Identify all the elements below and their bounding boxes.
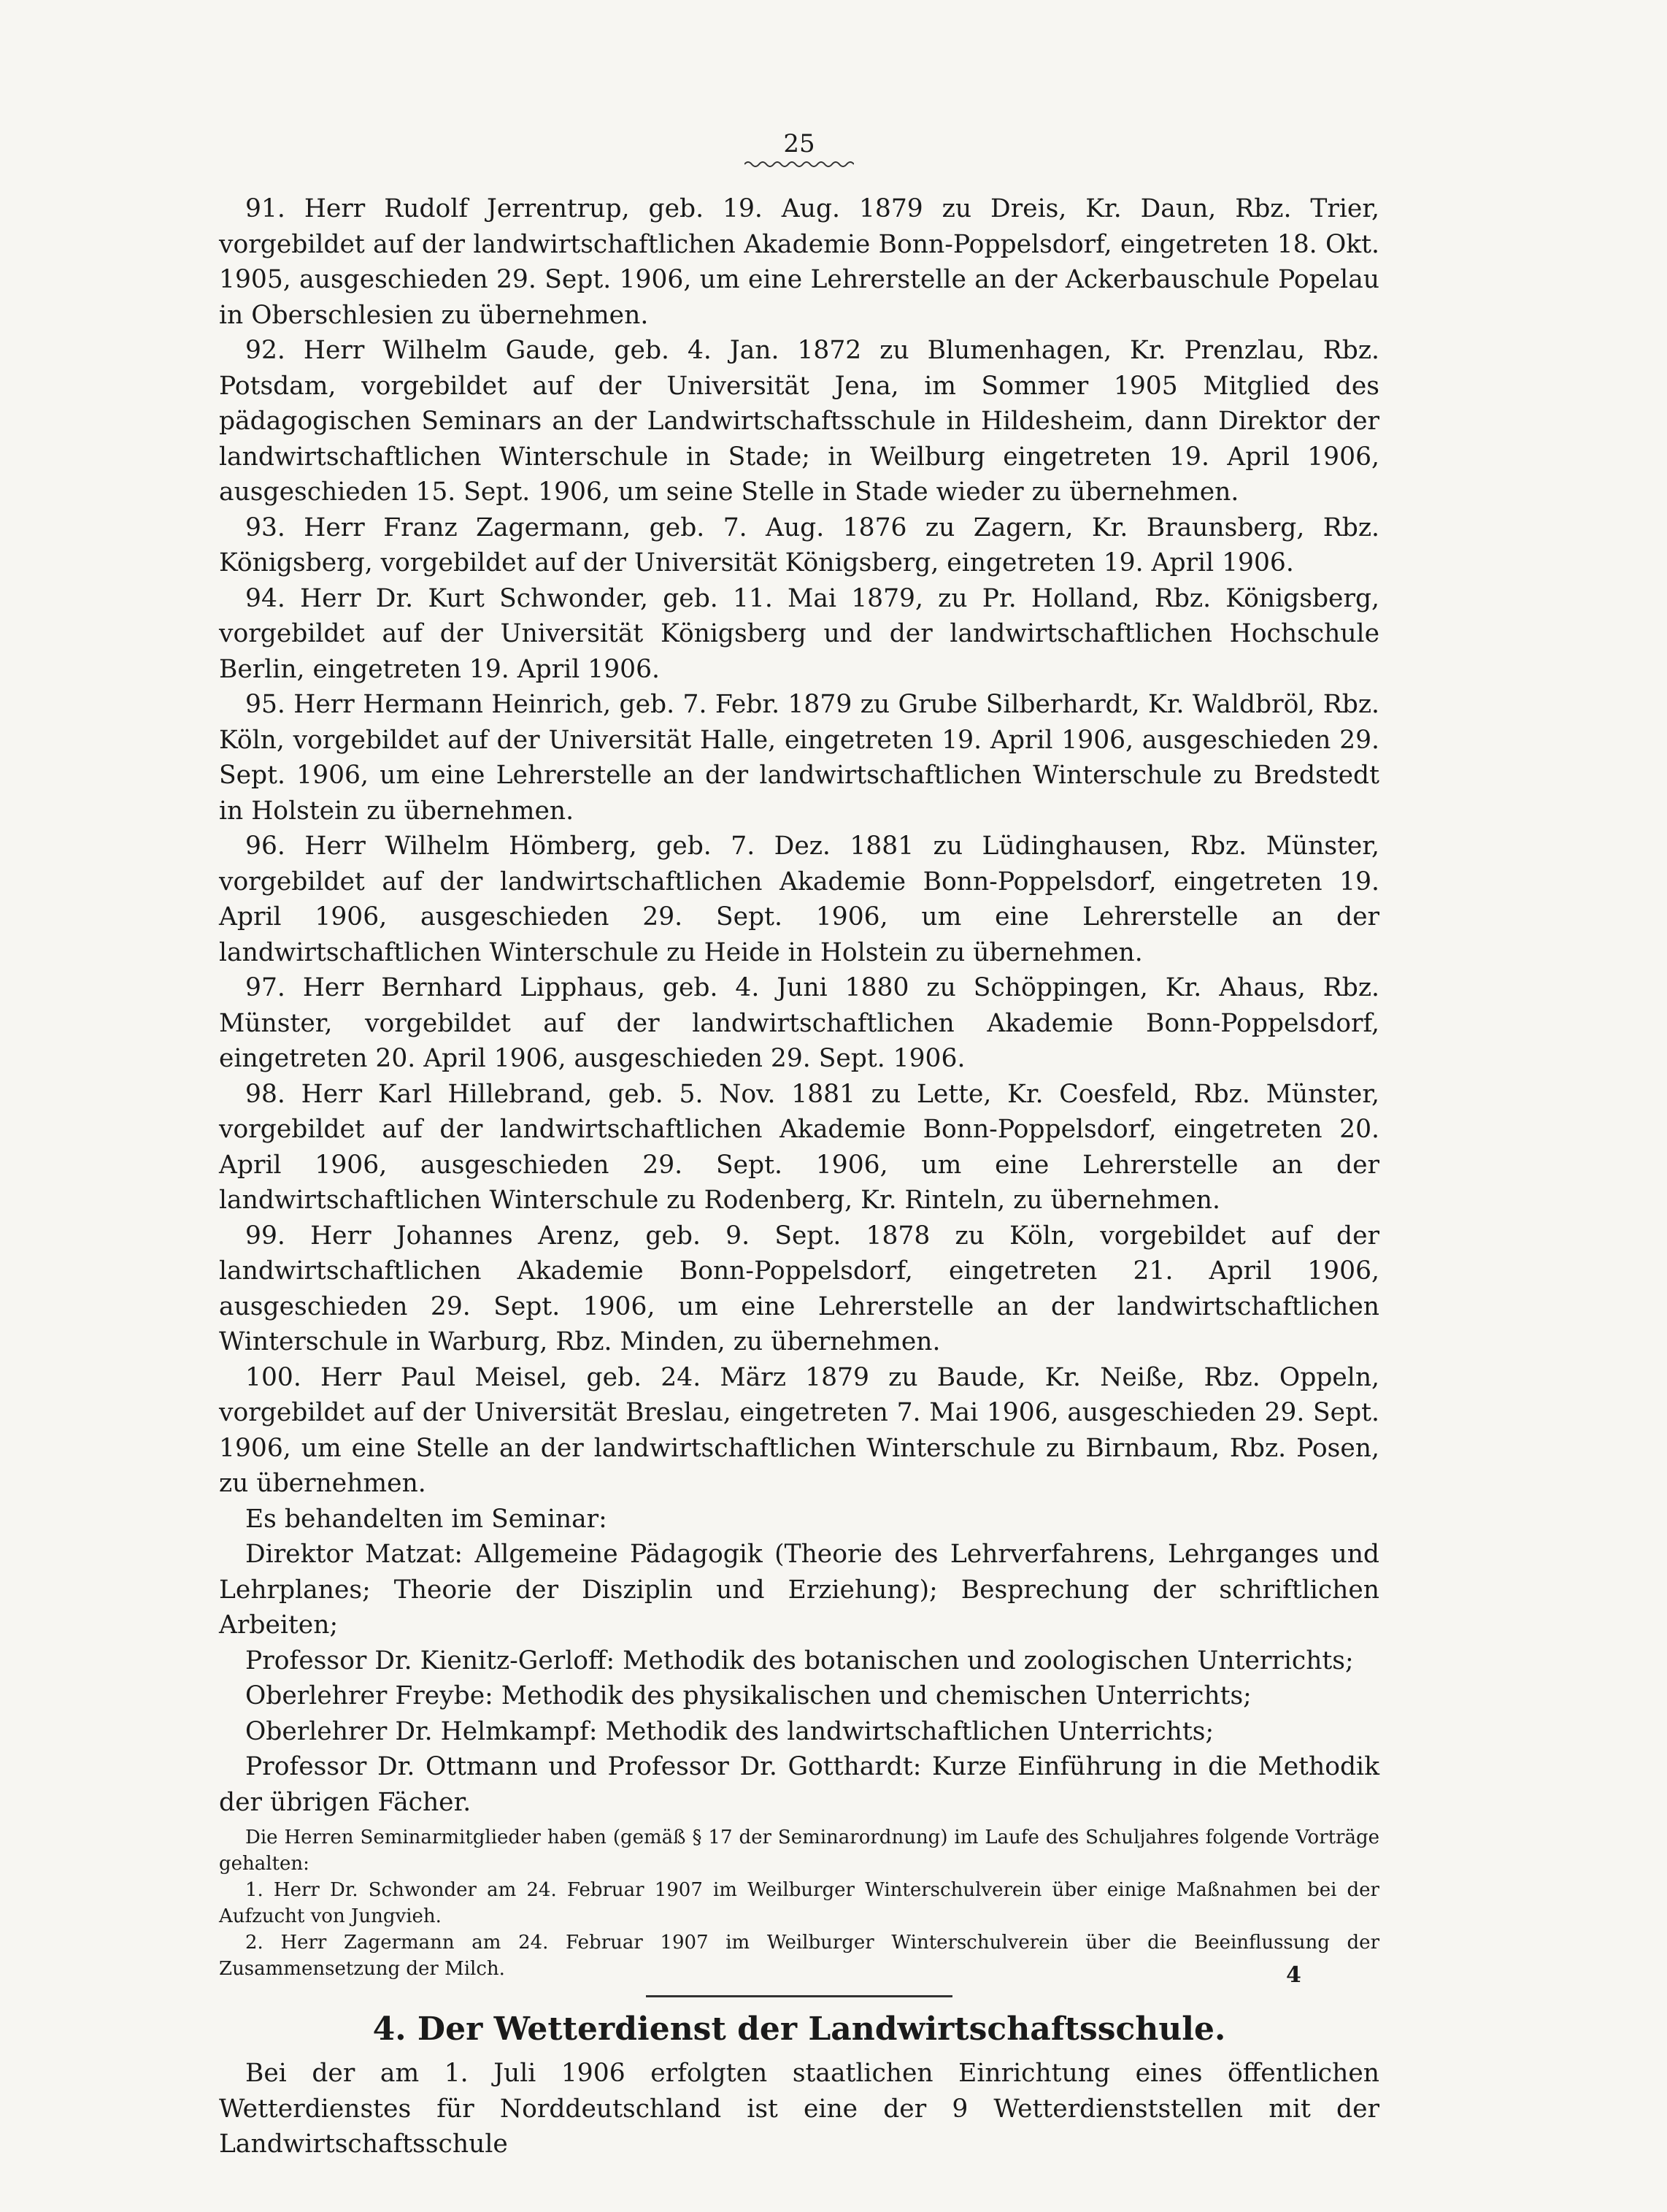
entry-92: 92. Herr Wilhelm Gaude, geb. 4. Jan. 1872 zu Blumenhagen, Kr. Prenzlau, Rbz. Potsdam, vorgebildet auf der Universität Jena, im Sommer 1905 Mitglied des pädagogischen Seminars an der Landwirtschaftsschule in Hildesheim, dann Direktor der landwirtschaftlichen Winterschule in Stade; in Weilburg eingetreten 19. April 1906, ausgeschieden 15. Sept. 1906, um seine Stelle in Stade wieder zu übernehmen. xyxy=(219,336,1379,507)
section-text: Bei der am 1. Juli 1906 erfolgten staatlichen Einrichtung eines öffentlichen Wetterdienstes für Norddeutschland ist eine der 9 Wetterdienststellen mit der Landwirtschaftsschule xyxy=(219,2059,1379,2159)
seminar-item: Direktor Matzat: Allgemeine Pädagogik (Theorie des Lehrverfahrens, Lehrganges und Lehrplanes; Theorie der Disziplin und Erziehung); Besprechung der schriftlichen Arbeiten; xyxy=(219,1540,1379,1640)
entry-94: 94. Herr Dr. Kurt Schwonder, geb. 11. Mai 1879, zu Pr. Holland, Rbz. Königsberg, vorgebildet auf der Universität Königsberg und der landwirtschaftlichen Hochschule Berlin, eingetreten 19. April 1906. xyxy=(219,583,1379,684)
entry-100: 100. Herr Paul Meisel, geb. 24. März 1879 zu Baude, Kr. Neiße, Rbz. Oppeln, vorgebildet auf der Universität Breslau, eingetreten 7. Mai 1906, ausgeschieden 29. Sept. 1906, um eine Stelle an der landwirtschaftlichen Winterschule zu Birnbaum, Rbz. Posen, zu übernehmen. xyxy=(219,1362,1379,1498)
page-content xyxy=(219,131,1379,2162)
seminar-item: Professor Dr. Kienitz-Gerloff: Methodik des botanischen und zoologischen Unterrichts; xyxy=(245,1645,1354,1675)
seminar-item: Oberlehrer Freybe: Methodik des physikalischen und chemischen Unterrichts; xyxy=(245,1681,1252,1710)
page-number: 25 xyxy=(783,129,815,158)
lectures-intro: Die Herren Seminarmitglieder haben (gemäß § 17 der Seminarordnung) im Laufe des Schuljahres folgende Vorträge gehalten: xyxy=(219,1827,1379,1875)
entry-91: 91. Herr Rudolf Jerrentrup, geb. 19. Aug. 1879 zu Dreis, Kr. Daun, Rbz. Trier, vorgebildet auf der landwirtschaftlichen Akademie Bonn-Poppelsdorf, eingetreten 18. Okt. 1905, ausgeschieden 29. Sept. 1906, um eine Lehrerstelle an der Ackerbauschule Popelau in Oberschlesien zu übernehmen. xyxy=(219,194,1379,330)
section-divider xyxy=(646,1995,952,1997)
entry-95: 95. Herr Hermann Heinrich, geb. 7. Febr. 1879 zu Grube Silberhardt, Kr. Waldbröl, Rbz. Köln, vorgebildet auf der Universität Halle, eingetreten 19. April 1906, ausgeschieden 29. Sept. 1906, um eine Lehrerstelle an der landwirtschaftlichen Winterschule zu Bredstedt in Holstein zu übernehmen. xyxy=(219,690,1379,826)
seminar-intro: Es behandelten im Seminar: xyxy=(245,1504,607,1534)
seminar-item: Professor Dr. Ottmann und Professor Dr. Gotthardt: Kurze Einführung in die Methodik der übrigen Fächer. xyxy=(219,1752,1379,1817)
entry-93: 93. Herr Franz Zagermann, geb. 7. Aug. 1876 zu Zagern, Kr. Braunsberg, Rbz. Königsberg, vorgebildet auf der Universität Königsberg, eingetreten 19. April 1906. xyxy=(219,512,1379,577)
signature-mark: 4 xyxy=(1286,1962,1301,1988)
entry-96: 96. Herr Wilhelm Hömberg, geb. 7. Dez. 1881 zu Lüdinghausen, Rbz. Münster, vorgebildet auf der landwirtschaftlichen Akademie Bonn-Poppelsdorf, eingetreten 19. April 1906, ausgeschieden 29. Sept. 1906, um eine Lehrerstelle an der landwirtschaftlichen Winterschule zu Heide in Holstein zu übernehmen. xyxy=(219,832,1379,967)
wavy-ornament-icon xyxy=(744,159,854,169)
lecture-item: 2. Herr Zagermann am 24. Februar 1907 im Weilburger Winterschulverein über die Beeinflussung der Zusammensetzung der Milch. xyxy=(219,1932,1379,1980)
entry-97: 97. Herr Bernhard Lipphaus, geb. 4. Juni 1880 zu Schöppingen, Kr. Ahaus, Rbz. Münster, vorgebildet auf der landwirtschaftlichen Akademie Bonn-Poppelsdorf, eingetreten 20. April 1906, ausgeschieden 29. Sept. 1906. xyxy=(219,973,1379,1073)
entry-99: 99. Herr Johannes Arenz, geb. 9. Sept. 1878 zu Köln, vorgebildet auf der landwirtschaftlichen Akademie Bonn-Poppelsdorf, eingetreten 21. April 1906, ausgeschieden 29. Sept. 1906, um eine Lehrerstelle an der landwirtschaftlichen Winterschule in Warburg, Rbz. Minden, zu übernehmen. xyxy=(219,1221,1379,1356)
lecture-item: 1. Herr Dr. Schwonder am 24. Februar 1907 im Weilburger Winterschulverein über einige Maßnahmen bei der Aufzucht von Jungvieh. xyxy=(219,1879,1379,1927)
section-heading: 4. Der Wetterdienst der Landwirtschaftsschule. xyxy=(372,2011,1226,2048)
entry-98: 98. Herr Karl Hillebrand, geb. 5. Nov. 1881 zu Lette, Kr. Coesfeld, Rbz. Münster, vorgebildet auf der landwirtschaftlichen Akademie Bonn-Poppelsdorf, eingetreten 20. April 1906, ausgeschieden 29. Sept. 1906, um eine Lehrerstelle an der landwirtschaftlichen Winterschule zu Rodenberg, Kr. Rinteln, zu übernehmen. xyxy=(219,1079,1379,1215)
seminar-item: Oberlehrer Dr. Helmkampf: Methodik des landwirtschaftlichen Unterrichts; xyxy=(245,1716,1214,1746)
